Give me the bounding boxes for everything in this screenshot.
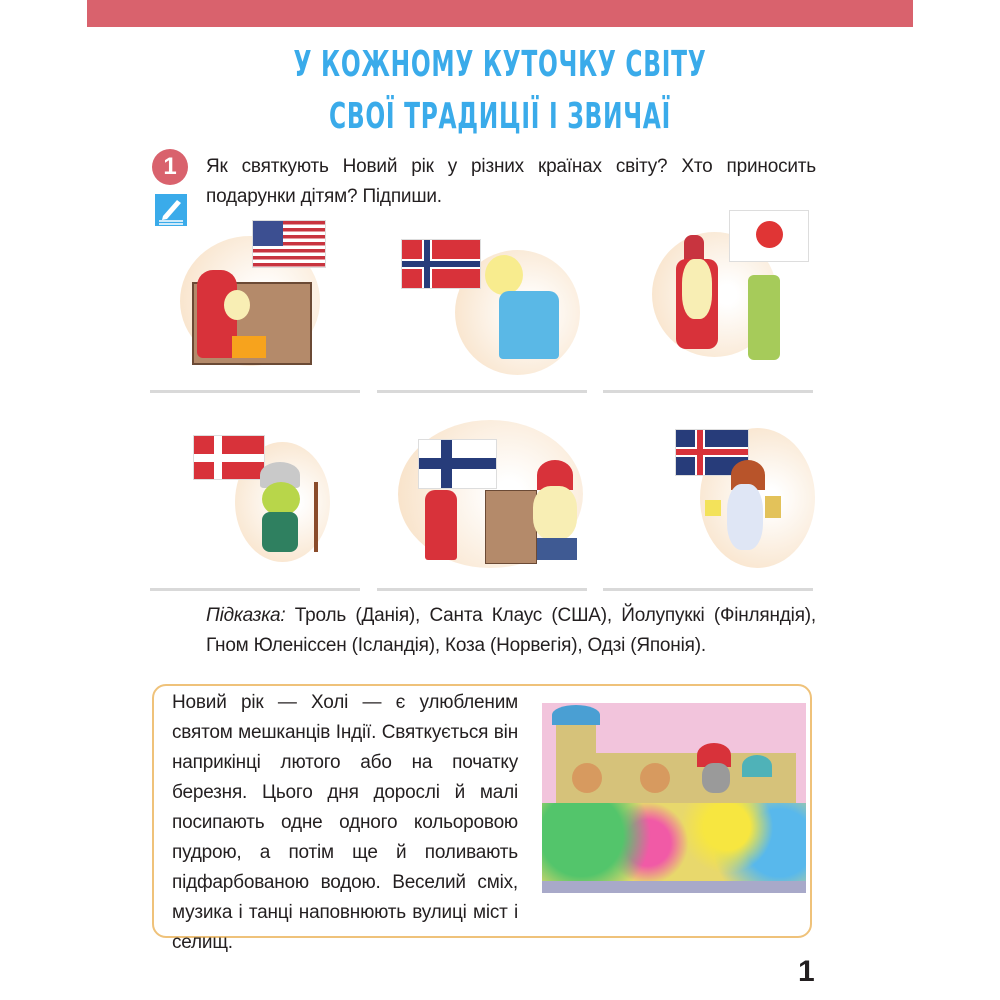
holi-festival-illustration — [542, 703, 806, 893]
answer-line-2[interactable] — [377, 390, 587, 393]
answer-line-4[interactable] — [150, 588, 360, 591]
page-number: 1 — [798, 955, 815, 988]
hint-label: Підказка: — [206, 605, 286, 626]
answer-line-1[interactable] — [150, 390, 360, 393]
santa-claus-figure — [192, 270, 312, 365]
hint-text — [206, 601, 816, 661]
page-title-line1: У КОЖНОМУ КУТОЧКУ СВІТУ — [293, 44, 707, 85]
troll-figure — [240, 462, 325, 562]
pen-writing-icon — [155, 194, 187, 226]
answer-line-5[interactable] — [377, 588, 587, 591]
task-question: Як святкують Новий рік у різних країнах світу? Хто приносить подарунки дітям? Підпиши. — [206, 156, 816, 207]
answer-line-3[interactable] — [603, 390, 813, 393]
usa-flag — [253, 221, 325, 267]
goat-figure — [485, 255, 575, 365]
odzi-figure — [670, 235, 800, 365]
info-text: Новий рік — Холі — є улюбленим святом мешканців Індії. Святкується він наприкінці лютого або на початку березня. Цього дня дорослі й малі посипають одне одного кольоровою пудрою, а потім ще й поливають підфарбованою водою. Веселий сміх, музика і танці наповнюють вулиці міст і селищ. — [172, 692, 518, 953]
page-title-line2: СВОЇ ТРАДИЦІЇ І ЗВИЧАЇ — [329, 96, 671, 137]
task-number-badge: 1 — [152, 149, 188, 185]
gnome-julenissen-figure — [705, 460, 790, 555]
norway-flag — [402, 240, 480, 288]
header-bar — [87, 0, 913, 27]
answer-line-6[interactable] — [603, 588, 813, 591]
hint-body: Троль (Данія), Санта Клаус (США), Йолупуккі (Фінляндія), Гном Юленіссен (Ісландія), Коза (Норвегія), Одзі (Японія). — [206, 605, 816, 656]
joulupukki-figure — [425, 460, 595, 562]
